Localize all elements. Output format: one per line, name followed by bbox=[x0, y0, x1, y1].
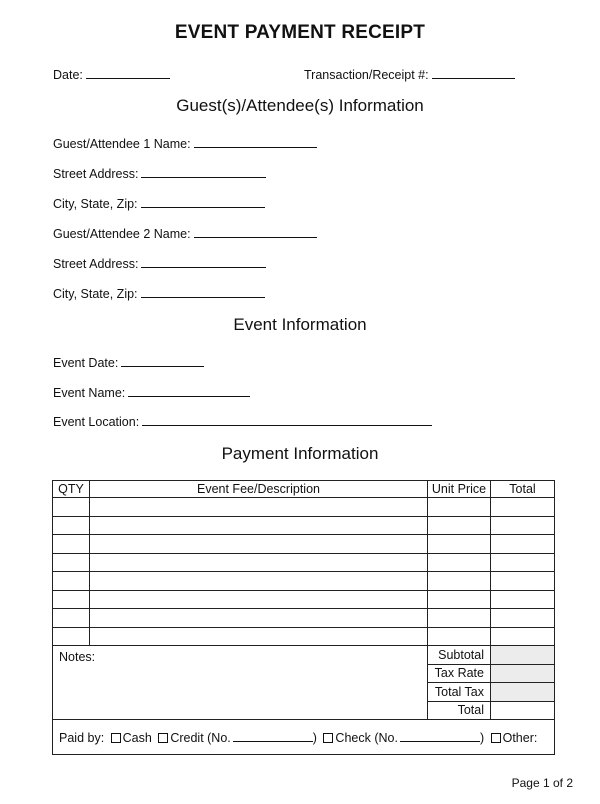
guest2-city-field[interactable] bbox=[141, 285, 265, 298]
guest1-name-label: Guest/Attendee 1 Name: bbox=[53, 137, 191, 151]
unit-price-cell[interactable] bbox=[428, 572, 491, 591]
total-cell[interactable] bbox=[491, 627, 555, 646]
guest2-city-label: City, State, Zip: bbox=[53, 287, 138, 301]
guest2-street-label: Street Address: bbox=[53, 257, 139, 271]
guest1-street-field[interactable] bbox=[141, 165, 266, 178]
guest1-city-row bbox=[53, 195, 265, 211]
event-date-field[interactable] bbox=[121, 354, 204, 367]
event-location-field[interactable] bbox=[142, 413, 432, 426]
unit-price-cell[interactable] bbox=[428, 609, 491, 628]
check-number-field[interactable] bbox=[400, 729, 480, 742]
guest2-name-row bbox=[53, 225, 317, 241]
payment-table bbox=[52, 480, 555, 755]
notes-label: Notes: bbox=[59, 650, 96, 664]
summary-row-subtotal bbox=[53, 646, 555, 665]
cash-label: Cash bbox=[122, 731, 152, 745]
guest2-city-row bbox=[53, 285, 265, 301]
guest1-street-label: Street Address: bbox=[53, 167, 139, 181]
qty-cell[interactable] bbox=[53, 627, 90, 646]
total-cell[interactable] bbox=[491, 553, 555, 572]
event-name-label: Event Name: bbox=[53, 386, 126, 400]
qty-cell[interactable] bbox=[53, 590, 90, 609]
description-cell[interactable] bbox=[90, 498, 428, 517]
transaction-label: Transaction/Receipt #: bbox=[304, 68, 429, 82]
table-header-row bbox=[53, 481, 555, 498]
date-row bbox=[53, 66, 170, 82]
total-cell[interactable] bbox=[491, 590, 555, 609]
transaction-row bbox=[304, 66, 515, 82]
column-header-unit-price: Unit Price bbox=[428, 481, 491, 498]
transaction-field[interactable] bbox=[432, 66, 515, 79]
guest2-name-field[interactable] bbox=[194, 225, 317, 238]
page-number: Page 1 of 2 bbox=[511, 776, 573, 790]
table-row bbox=[53, 627, 555, 646]
notes-area[interactable] bbox=[53, 646, 428, 720]
event-location-label: Event Location: bbox=[53, 415, 140, 429]
total-cell[interactable] bbox=[491, 498, 555, 517]
table-row bbox=[53, 590, 555, 609]
unit-price-cell[interactable] bbox=[428, 535, 491, 554]
guest1-city-field[interactable] bbox=[141, 195, 265, 208]
date-label: Date: bbox=[53, 68, 83, 82]
date-field[interactable] bbox=[86, 66, 170, 79]
guest1-name-row bbox=[53, 135, 317, 151]
credit-checkbox[interactable] bbox=[158, 733, 168, 743]
check-close-paren: ) bbox=[479, 731, 485, 745]
unit-price-cell[interactable] bbox=[428, 553, 491, 572]
event-name-field[interactable] bbox=[128, 384, 250, 397]
grand-total-label: Total bbox=[428, 701, 491, 720]
qty-cell[interactable] bbox=[53, 516, 90, 535]
qty-cell[interactable] bbox=[53, 535, 90, 554]
guest1-city-label: City, State, Zip: bbox=[53, 197, 138, 211]
guest1-name-field[interactable] bbox=[194, 135, 317, 148]
total-cell[interactable] bbox=[491, 535, 555, 554]
unit-price-cell[interactable] bbox=[428, 590, 491, 609]
check-checkbox[interactable] bbox=[323, 733, 333, 743]
guest1-street-row bbox=[53, 165, 266, 181]
total-tax-label: Total Tax bbox=[428, 683, 491, 702]
cash-checkbox[interactable] bbox=[111, 733, 121, 743]
paid-by-cell bbox=[53, 720, 555, 755]
description-cell[interactable] bbox=[90, 553, 428, 572]
description-cell[interactable] bbox=[90, 609, 428, 628]
total-cell[interactable] bbox=[491, 572, 555, 591]
paid-by-label: Paid by: bbox=[59, 731, 105, 745]
qty-cell[interactable] bbox=[53, 572, 90, 591]
table-row bbox=[53, 498, 555, 517]
subtotal-value[interactable] bbox=[491, 646, 555, 665]
guest2-street-field[interactable] bbox=[141, 255, 266, 268]
table-row bbox=[53, 609, 555, 628]
guest2-street-row bbox=[53, 255, 266, 271]
column-header-qty: QTY bbox=[53, 481, 90, 498]
credit-label: Credit (No. bbox=[170, 731, 231, 745]
other-checkbox[interactable] bbox=[491, 733, 501, 743]
guest-section-heading: Guest(s)/Attendee(s) Information bbox=[176, 96, 424, 115]
event-date-row bbox=[53, 354, 204, 370]
tax-rate-label: Tax Rate bbox=[428, 664, 491, 683]
qty-cell[interactable] bbox=[53, 498, 90, 517]
check-label: Check (No. bbox=[335, 731, 398, 745]
paid-by-row bbox=[53, 720, 555, 755]
description-cell[interactable] bbox=[90, 590, 428, 609]
subtotal-label: Subtotal bbox=[428, 646, 491, 665]
total-cell[interactable] bbox=[491, 516, 555, 535]
unit-price-cell[interactable] bbox=[428, 627, 491, 646]
qty-cell[interactable] bbox=[53, 553, 90, 572]
description-cell[interactable] bbox=[90, 516, 428, 535]
credit-number-field[interactable] bbox=[233, 729, 313, 742]
unit-price-cell[interactable] bbox=[428, 498, 491, 517]
description-cell[interactable] bbox=[90, 535, 428, 554]
description-cell[interactable] bbox=[90, 572, 428, 591]
table-row bbox=[53, 535, 555, 554]
column-header-total: Total bbox=[491, 481, 555, 498]
grand-total-value[interactable] bbox=[491, 701, 555, 720]
tax-rate-value[interactable] bbox=[491, 664, 555, 683]
qty-cell[interactable] bbox=[53, 609, 90, 628]
total-tax-value[interactable] bbox=[491, 683, 555, 702]
total-cell[interactable] bbox=[491, 609, 555, 628]
guest2-name-label: Guest/Attendee 2 Name: bbox=[53, 227, 191, 241]
payment-section-heading: Payment Information bbox=[221, 444, 379, 463]
description-cell[interactable] bbox=[90, 627, 428, 646]
event-section-heading: Event Information bbox=[233, 315, 367, 334]
event-location-row bbox=[53, 413, 432, 429]
other-label: Other: bbox=[502, 731, 538, 745]
credit-close-paren: ) bbox=[312, 731, 317, 745]
unit-price-cell[interactable] bbox=[428, 516, 491, 535]
event-date-label: Event Date: bbox=[53, 356, 119, 370]
event-name-row bbox=[53, 384, 250, 400]
column-header-description: Event Fee/Description bbox=[90, 481, 428, 498]
table-row bbox=[53, 516, 555, 535]
table-row bbox=[53, 572, 555, 591]
table-row bbox=[53, 553, 555, 572]
document-title: EVENT PAYMENT RECEIPT bbox=[174, 22, 426, 43]
